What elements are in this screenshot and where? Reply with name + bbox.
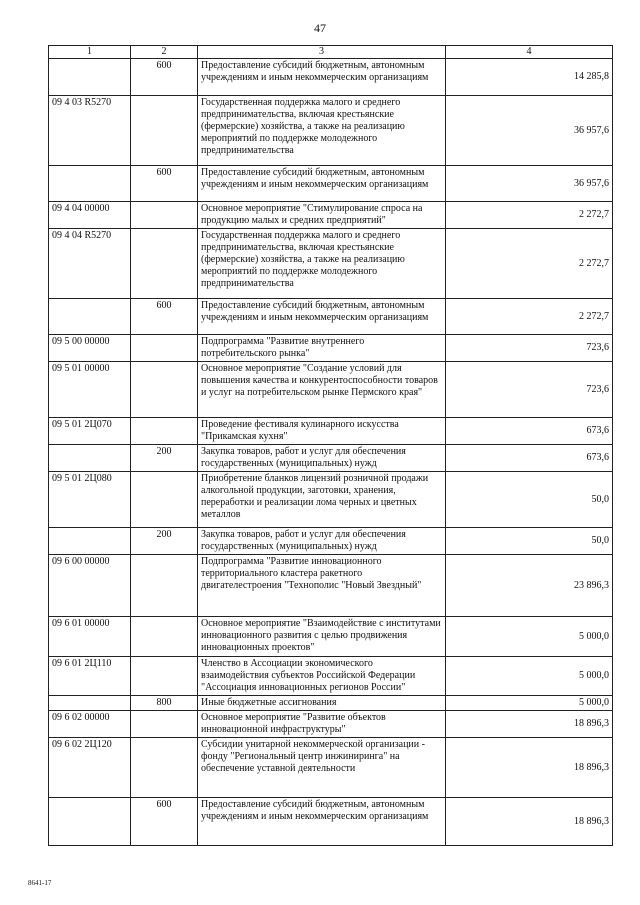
page-number: 47 (314, 21, 326, 35)
row-name: Подпрограмма "Развитие инновационного территориального кластера ракетного двигателестроения "Технополис "Новый Звездный" (198, 555, 446, 617)
row-name: Государственная поддержка малого и среднего предпринимательства, включая крестьянские (фермерские) хозяйства, а также на реализацию мероприятий по поддержке молодежного предпринимательства (198, 229, 446, 299)
row-code: 09 6 02 00000 (49, 711, 131, 738)
table-row (49, 202, 613, 229)
row-name: Основное мероприятие "Создание условий для повышения качества и конкурентоспособности товаров и услуг на потребительском рынке Пермского края" (198, 362, 446, 418)
table-row (49, 696, 613, 711)
footer-code: 8641-17 (28, 879, 52, 887)
row-name: Проведение фестиваля кулинарного искусства "Прикамская кухня" (198, 418, 446, 445)
row-code (49, 798, 131, 846)
header-col-1: 1 (49, 46, 131, 59)
row-code: 09 5 01 00000 (49, 362, 131, 418)
row-expense-type (131, 738, 198, 798)
row-name: Членство в Ассоциации экономического взаимодействия субъектов Российской Федерации "Ассоциация инновационных регионов России" (198, 657, 446, 696)
row-code: 09 4 04 R5270 (49, 229, 131, 299)
row-amount: 673,6 (446, 445, 613, 472)
row-expense-type (131, 335, 198, 362)
row-expense-type: 800 (131, 696, 198, 711)
row-code (49, 445, 131, 472)
row-code: 09 5 01 2Ц070 (49, 418, 131, 445)
row-code: 09 5 01 2Ц080 (49, 472, 131, 528)
row-expense-type (131, 617, 198, 657)
table-row (49, 362, 613, 418)
row-code: 09 6 01 00000 (49, 617, 131, 657)
row-amount: 5 000,0 (446, 696, 613, 711)
table-row (49, 711, 613, 738)
row-amount: 36 957,6 (446, 166, 613, 202)
row-code: 09 4 03 R5270 (49, 96, 131, 166)
row-amount: 18 896,3 (446, 738, 613, 798)
row-amount: 23 896,3 (446, 555, 613, 617)
table-row (49, 445, 613, 472)
row-name: Основное мероприятие "Развитие объектов инновационной инфраструктуры" (198, 711, 446, 738)
row-amount: 5 000,0 (446, 617, 613, 657)
row-expense-type (131, 362, 198, 418)
table-row (49, 335, 613, 362)
row-name: Предоставление субсидий бюджетным, автономным учреждениям и иным некоммерческим организациям (198, 166, 446, 202)
row-name: Основное мероприятие "Стимулирование спроса на продукцию малых и средних предприятий" (198, 202, 446, 229)
table-row (49, 96, 613, 166)
table-header-row (49, 46, 613, 59)
table-row (49, 617, 613, 657)
row-amount: 18 896,3 (446, 711, 613, 738)
row-name: Субсидии унитарной некоммерческой организации - фонду "Региональный центр инжиниринга" на обеспечение уставной деятельности (198, 738, 446, 798)
table-row (49, 166, 613, 202)
row-name: Основное мероприятие "Взаимодействие с институтами инновационного развития с целью продвижения инновационных проектов" (198, 617, 446, 657)
row-name: Закупка товаров, работ и услуг для обеспечения государственных (муниципальных) нужд (198, 445, 446, 472)
row-amount: 2 272,7 (446, 229, 613, 299)
row-expense-type (131, 96, 198, 166)
row-expense-type (131, 711, 198, 738)
row-code (49, 166, 131, 202)
row-amount: 723,6 (446, 362, 613, 418)
row-expense-type: 200 (131, 528, 198, 555)
row-expense-type (131, 657, 198, 696)
row-name: Приобретение бланков лицензий розничной продажи алкогольной продукции, заготовки, хранения, переработки и реализации лома черных и цветных металлов (198, 472, 446, 528)
row-name: Подпрограмма "Развитие внутреннего потребительского рынка" (198, 335, 446, 362)
row-expense-type: 600 (131, 798, 198, 846)
row-expense-type: 200 (131, 445, 198, 472)
row-amount: 14 285,8 (446, 59, 613, 96)
row-expense-type (131, 229, 198, 299)
table-row (49, 299, 613, 335)
row-name: Предоставление субсидий бюджетным, автономным учреждениям и иным некоммерческим организациям (198, 299, 446, 335)
header-col-2: 2 (131, 46, 198, 59)
row-code: 09 6 01 2Ц110 (49, 657, 131, 696)
row-name: Закупка товаров, работ и услуг для обеспечения государственных (муниципальных) нужд (198, 528, 446, 555)
row-name: Предоставление субсидий бюджетным, автономным учреждениям и иным некоммерческим организациям (198, 59, 446, 96)
row-code (49, 299, 131, 335)
row-expense-type (131, 418, 198, 445)
row-code: 09 6 02 2Ц120 (49, 738, 131, 798)
row-amount: 2 272,7 (446, 202, 613, 229)
row-code (49, 696, 131, 711)
row-expense-type: 600 (131, 59, 198, 96)
row-amount: 2 272,7 (446, 299, 613, 335)
table-row (49, 229, 613, 299)
row-code: 09 4 04 00000 (49, 202, 131, 229)
row-code (49, 59, 131, 96)
row-expense-type: 600 (131, 166, 198, 202)
header-col-4: 4 (446, 46, 613, 59)
row-amount: 723,6 (446, 335, 613, 362)
row-amount: 5 000,0 (446, 657, 613, 696)
row-amount: 50,0 (446, 528, 613, 555)
budget-table (48, 45, 613, 846)
row-amount: 50,0 (446, 472, 613, 528)
row-name: Иные бюджетные ассигнования (198, 696, 446, 711)
row-amount: 36 957,6 (446, 96, 613, 166)
row-amount: 18 896,3 (446, 798, 613, 846)
row-expense-type (131, 472, 198, 528)
table-row (49, 472, 613, 528)
row-amount: 673,6 (446, 418, 613, 445)
table-row (49, 657, 613, 696)
row-expense-type: 600 (131, 299, 198, 335)
table-row (49, 555, 613, 617)
row-code (49, 528, 131, 555)
table-row (49, 418, 613, 445)
row-name: Предоставление субсидий бюджетным, автономным учреждениям и иным некоммерческим организациям (198, 798, 446, 846)
row-expense-type (131, 555, 198, 617)
row-code: 09 6 00 00000 (49, 555, 131, 617)
header-col-3: 3 (198, 46, 446, 59)
table-row (49, 738, 613, 798)
table-row (49, 528, 613, 555)
row-name: Государственная поддержка малого и среднего предпринимательства, включая крестьянские (фермерские) хозяйства, а также на реализацию мероприятий по поддержке молодежного предпринимательства (198, 96, 446, 166)
row-expense-type (131, 202, 198, 229)
row-code: 09 5 00 00000 (49, 335, 131, 362)
table-row (49, 59, 613, 96)
table-row (49, 798, 613, 846)
